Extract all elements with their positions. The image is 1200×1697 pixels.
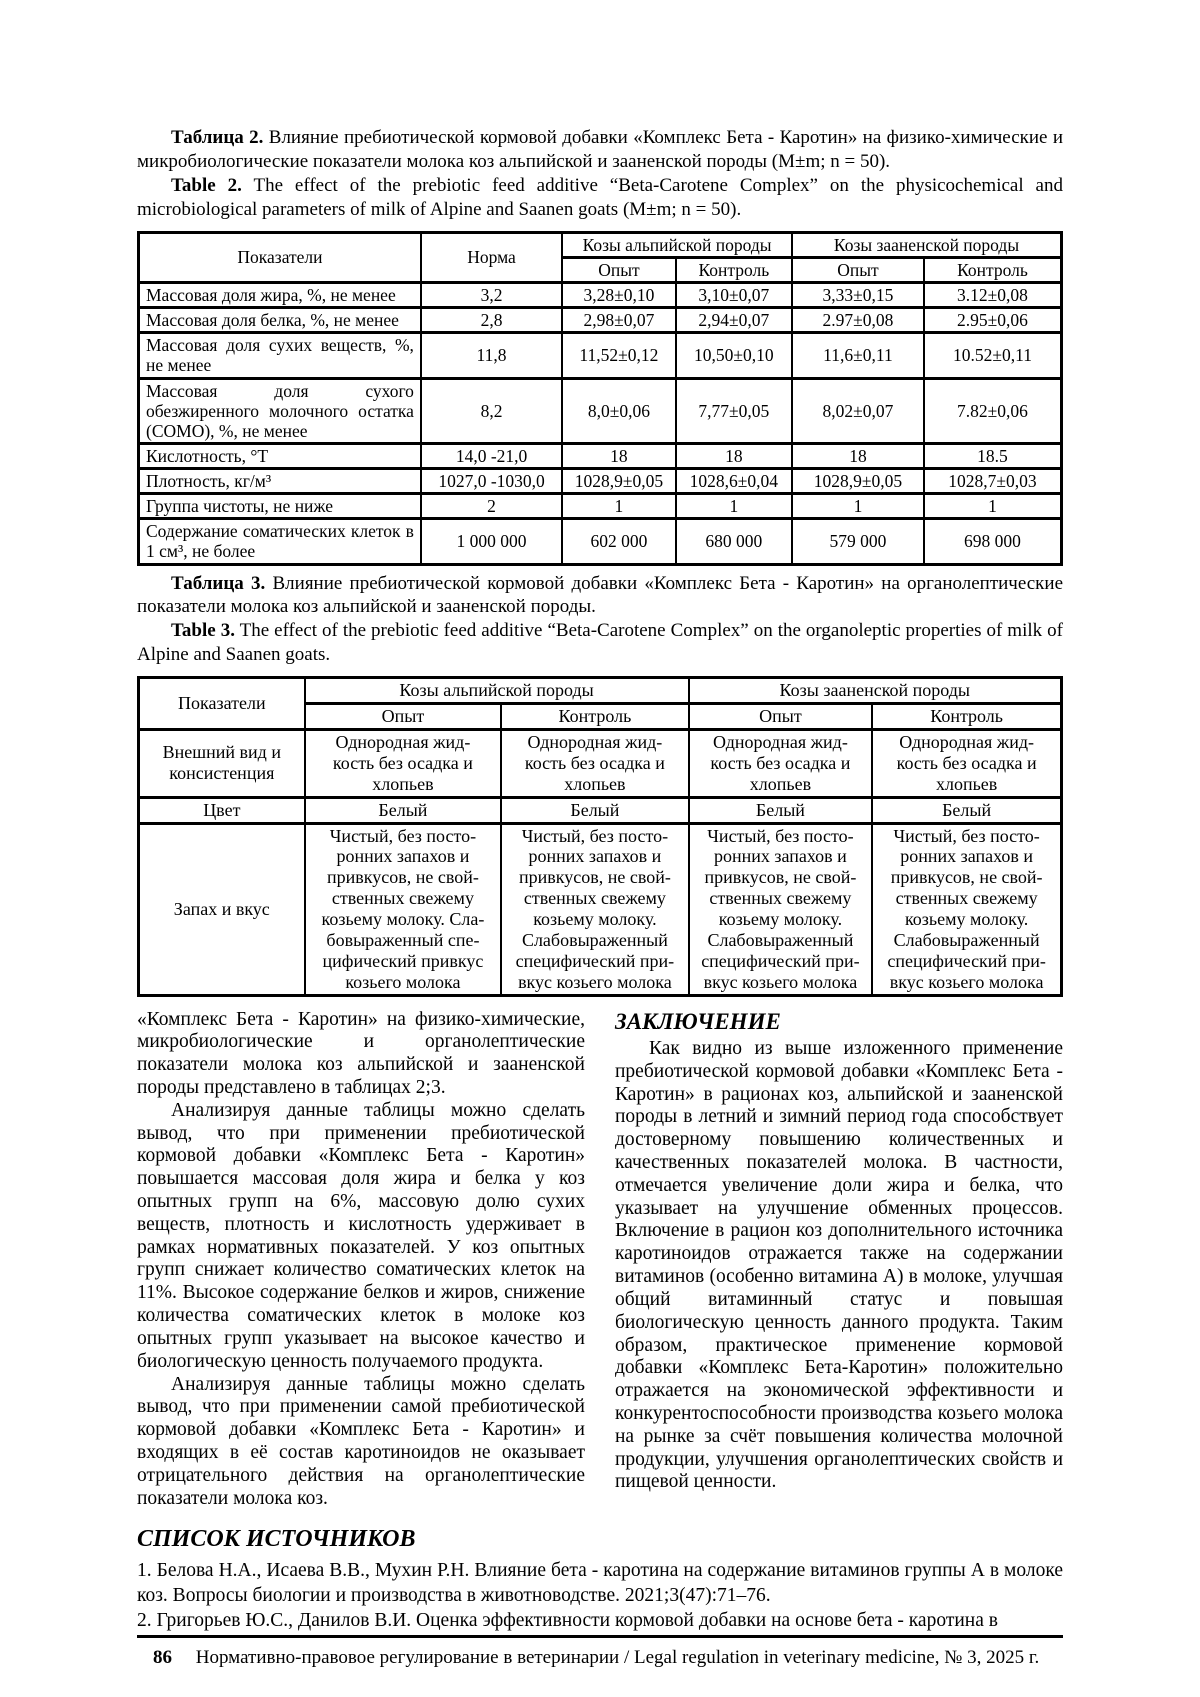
row-protein-saanen-ctrl: 2.95±0,06 [924, 308, 1062, 333]
table2-header-saanen-group: Козы зааненской породы [792, 232, 1062, 257]
row-color-alpine-exp: Белый [305, 797, 502, 823]
row-somo-saanen-exp: 8,02±0,07 [792, 378, 924, 443]
table3-header-alpine-ctrl: Контроль [501, 704, 688, 730]
row-protein-alpine-exp: 2,98±0,07 [562, 308, 676, 333]
row-somo-name: Массовая доля сухого обезжиренного молочного остатка (СОМО), %, не менее [139, 378, 421, 443]
row-purity-name: Группа чистоты, не ниже [139, 494, 421, 519]
table3-caption-en [137, 619, 1063, 667]
row-smell-taste-saanen-exp: Чистый, без посто- ронних запахов и привкусов, не свой- ственных свежему козьему молоку. Слабовыраженный специфический при- вкус козьего молока [689, 823, 873, 995]
row-acidity-alpine-exp: 18 [562, 443, 676, 468]
table3-caption-ru-text: Влияние пребиотической кормовой добавки «Комплекс Бета - Каротин» на органолептические показатели молока коз альпийской и зааненской породы. [137, 572, 1064, 618]
left-paragraph-analysis-2: Анализируя данные таблицы можно сделать вывод, что при применении самой пребиотической кормовой добавки «Комплекс Бета - Каротин» и входящих в её состав каротиноидов не оказывает отрицательного действия на органолептические показатели молока коз. [137, 1373, 585, 1509]
table3-header-saanen-ctrl: Контроль [872, 704, 1061, 730]
table3-header-row-groups [139, 678, 1062, 704]
row-appearance-saanen-ctrl: Однородная жид- кость без осадка и хлопьев [872, 730, 1061, 798]
table3-header-indicators: Показатели [139, 678, 305, 730]
table2-header-saanen-ctrl: Контроль [924, 257, 1062, 282]
row-density-name: Плотность, кг/м³ [139, 469, 421, 494]
table-row [139, 797, 1062, 823]
table2-header-alpine-ctrl: Контроль [676, 257, 792, 282]
row-fat-saanen-exp: 3,33±0,15 [792, 283, 924, 308]
row-purity-alpine-ctrl: 1 [676, 494, 792, 519]
table-row [139, 730, 1062, 798]
left-paragraph-continuation: «Комплекс Бета - Каротин» на физико-химические, микробиологические и органолептические показатели молока коз альпийской и зааненской породы представлено в таблицах 2;3. [137, 1008, 585, 1098]
row-somatic-alpine-exp: 602 000 [562, 519, 676, 564]
row-smell-taste-name: Запах и вкус [139, 823, 305, 995]
table2-caption-en-text: The effect of the prebiotic feed additive “Beta-Carotene Complex” on the physicochemical and microbiological parameters of milk of Alpine and Saanen goats (M±m; n = 50). [137, 174, 1063, 220]
row-density-alpine-exp: 1028,9±0,05 [562, 469, 676, 494]
row-somatic-alpine-ctrl: 680 000 [676, 519, 792, 564]
row-appearance-name: Внешний вид и консистенция [139, 730, 305, 798]
row-color-saanen-exp: Белый [689, 797, 873, 823]
row-drymatter-saanen-ctrl: 10.52±0,11 [924, 333, 1062, 378]
row-somo-saanen-ctrl: 7.82±0,06 [924, 378, 1062, 443]
row-color-alpine-ctrl: Белый [501, 797, 688, 823]
table2-caption-ru-label: Таблица 2. [171, 127, 264, 148]
table2-header-saanen-exp: Опыт [792, 257, 924, 282]
row-somo-alpine-exp: 8,0±0,06 [562, 378, 676, 443]
row-color-saanen-ctrl: Белый [872, 797, 1061, 823]
row-purity-norm: 2 [421, 494, 562, 519]
row-density-saanen-exp: 1028,9±0,05 [792, 469, 924, 494]
table2-header-row-groups [139, 232, 1062, 257]
table3-caption-en-label: Table 3. [171, 620, 235, 642]
row-somatic-saanen-ctrl: 698 000 [924, 519, 1062, 564]
row-drymatter-alpine-exp: 11,52±0,12 [562, 333, 676, 378]
row-fat-name: Массовая доля жира, %, не менее [139, 283, 421, 308]
table2-header-alpine-group: Козы альпийской породы [562, 232, 792, 257]
table2-caption-en-label: Table 2. [171, 174, 242, 196]
row-somo-norm: 8,2 [421, 378, 562, 443]
row-drymatter-norm: 11,8 [421, 333, 562, 378]
row-color-name: Цвет [139, 797, 305, 823]
reference-item-1: 1. Белова Н.А., Исаева В.В., Мухин Р.Н. Влияние бета - каротина на содержание витаминов группы А в молоке коз. Вопросы биологии и производства в животноводстве. 2021;3(47):71–76. [137, 1560, 1063, 1607]
page-number: 86 [153, 1646, 172, 1668]
table-row [139, 333, 1062, 378]
row-smell-taste-alpine-exp: Чистый, без посто- ронних запахов и привкусов, не свой- ственных свежему козьему молоку. Сла- бовыраженный спе- цифический привкус козьего молока [305, 823, 502, 995]
row-fat-alpine-exp: 3,28±0,10 [562, 283, 676, 308]
row-acidity-alpine-ctrl: 18 [676, 443, 792, 468]
footer-divider [137, 1635, 1063, 1638]
table3-header-saanen-group: Козы зааненской породы [689, 678, 1062, 704]
table3-caption-ru [137, 572, 1063, 620]
references-heading: СПИСОК ИСТОЧНИКОВ [137, 1526, 416, 1553]
row-smell-taste-alpine-ctrl: Чистый, без посто- ронних запахов и привкусов, не свой- ственных свежему козьему молоку. Слабовыраженный специфический при- вкус козьего молока [501, 823, 688, 995]
row-somo-alpine-ctrl: 7,77±0,05 [676, 378, 792, 443]
row-somatic-name: Содержание соматических клеток в 1 см³, не более [139, 519, 421, 564]
row-drymatter-saanen-exp: 11,6±0,11 [792, 333, 924, 378]
table3-header-alpine-exp: Опыт [305, 704, 502, 730]
row-purity-saanen-ctrl: 1 [924, 494, 1062, 519]
table-row [139, 378, 1062, 443]
row-smell-taste-saanen-ctrl: Чистый, без посто- ронних запахов и привкусов, не свой- ственных свежему козьему молоку. Слабовыраженный специфический при- вкус козьего молока [872, 823, 1061, 995]
row-appearance-alpine-ctrl: Однородная жид- кость без осадка и хлопьев [501, 730, 688, 798]
table2-header-indicators: Показатели [139, 232, 421, 282]
two-column-body [137, 1009, 1063, 1511]
table-row [139, 443, 1062, 468]
page-footer [137, 1647, 1063, 1669]
conclusion-paragraph: Как видно из выше изложенного применение пребиотической кормовой добавки «Комплекс Бета - Каротин» в рационах коз, альпийской и зааненской породы в летний и зимний период года способствует достоверному повышению количественных и качественных показателей молока. В частности, отмечается увеличение доли жира и белка, что указывает на улучшение обменных процессов. Включение в рацион коз дополнительного источника каротиноидов отражается также на содержании витаминов (особенно витамина А) в молоке, улучшая общий витаминный статус и повышая биологическую ценность данного продукта. Таким образом, практическое применение кормовой добавки «Комплекс Бета-Каротин» положительно отражается на экономической эффективности и конкурентоспособности производства козьего молока на рынке за счёт повышения количества молочной продукции, улучшения органолептических свойств и пищевой ценности. [615, 1037, 1063, 1493]
row-purity-saanen-exp: 1 [792, 494, 924, 519]
conclusion-heading: ЗАКЛЮЧЕНИЕ [615, 1008, 781, 1034]
table2-physicochemical-parameters [137, 231, 1063, 566]
body-left-column [137, 1009, 585, 1511]
table-row [139, 283, 1062, 308]
row-purity-alpine-exp: 1 [562, 494, 676, 519]
reference-item-2: 2. Григорьев Ю.С., Данилов В.И. Оценка эффективности кормовой добавки на основе бета - каротина в [137, 1609, 998, 1631]
row-acidity-saanen-ctrl: 18.5 [924, 443, 1062, 468]
table2-caption-ru [137, 126, 1063, 174]
table3-caption-ru-label: Таблица 3. [171, 572, 266, 594]
table-row [139, 494, 1062, 519]
row-density-alpine-ctrl: 1028,6±0,04 [676, 469, 792, 494]
row-appearance-saanen-exp: Однородная жид- кость без осадка и хлопьев [689, 730, 873, 798]
table-row [139, 469, 1062, 494]
row-protein-name: Массовая доля белка, %, не менее [139, 308, 421, 333]
table3-caption-en-text: The effect of the prebiotic feed additive “Beta-Carotene Complex” on the organoleptic properties of milk of Alpine and Saanen goats. [137, 620, 1063, 666]
row-somatic-saanen-exp: 579 000 [792, 519, 924, 564]
row-density-norm: 1027,0 -1030,0 [421, 469, 562, 494]
table2-header-norm: Норма [421, 232, 562, 282]
table-row [139, 308, 1062, 333]
row-somatic-norm: 1 000 000 [421, 519, 562, 564]
row-protein-alpine-ctrl: 2,94±0,07 [676, 308, 792, 333]
journal-title-line: Нормативно-правовое регулирование в ветеринарии / Legal regulation in veterinary medicine, № 3, 2025 г. [195, 1646, 1040, 1668]
row-acidity-norm: 14,0 -21,0 [421, 443, 562, 468]
table-row [139, 823, 1062, 995]
row-appearance-alpine-exp: Однородная жид- кость без осадка и хлопьев [305, 730, 502, 798]
table3-header-saanen-exp: Опыт [689, 704, 873, 730]
row-density-saanen-ctrl: 1028,7±0,03 [924, 469, 1062, 494]
table3-organoleptic-properties [137, 676, 1063, 996]
table-row [139, 519, 1062, 564]
left-paragraph-analysis-1: Анализируя данные таблицы можно сделать вывод, что при применении пребиотической кормовой добавки «Комплекс Бета - Каротин» повышается массовая доля жира и белка у коз опытных групп на 6%, массовую долю сухих веществ, плотность и кислотность удерживает в рамках нормативных показателей. У коз опытных групп снижает количество соматических клеток на 11%. Высокое содержание белков и жиров, снижение количества соматических клеток в молоке коз опытных групп указывает на высокое качество и биологическую ценность получаемого продукта. [137, 1099, 585, 1372]
table2-caption-ru-text: Влияние пребиотической кормовой добавки «Комплекс Бета - Каротин» на физико-химические и микробиологические показатели молока коз альпийской и зааненской породы (M±m; n = 50). [137, 127, 1064, 172]
row-drymatter-name: Массовая доля сухих веществ, %, не менее [139, 333, 421, 378]
table2-header-alpine-exp: Опыт [562, 257, 676, 282]
row-fat-norm: 3,2 [421, 283, 562, 308]
row-fat-saanen-ctrl: 3.12±0,08 [924, 283, 1062, 308]
row-protein-norm: 2,8 [421, 308, 562, 333]
table3-header-alpine-group: Козы альпийской породы [305, 678, 689, 704]
table2-caption-en [137, 174, 1063, 222]
row-fat-alpine-ctrl: 3,10±0,07 [676, 283, 792, 308]
body-right-column [615, 1009, 1063, 1511]
row-acidity-saanen-exp: 18 [792, 443, 924, 468]
row-acidity-name: Кислотность, °Т [139, 443, 421, 468]
row-protein-saanen-exp: 2.97±0,08 [792, 308, 924, 333]
row-drymatter-alpine-ctrl: 10,50±0,10 [676, 333, 792, 378]
